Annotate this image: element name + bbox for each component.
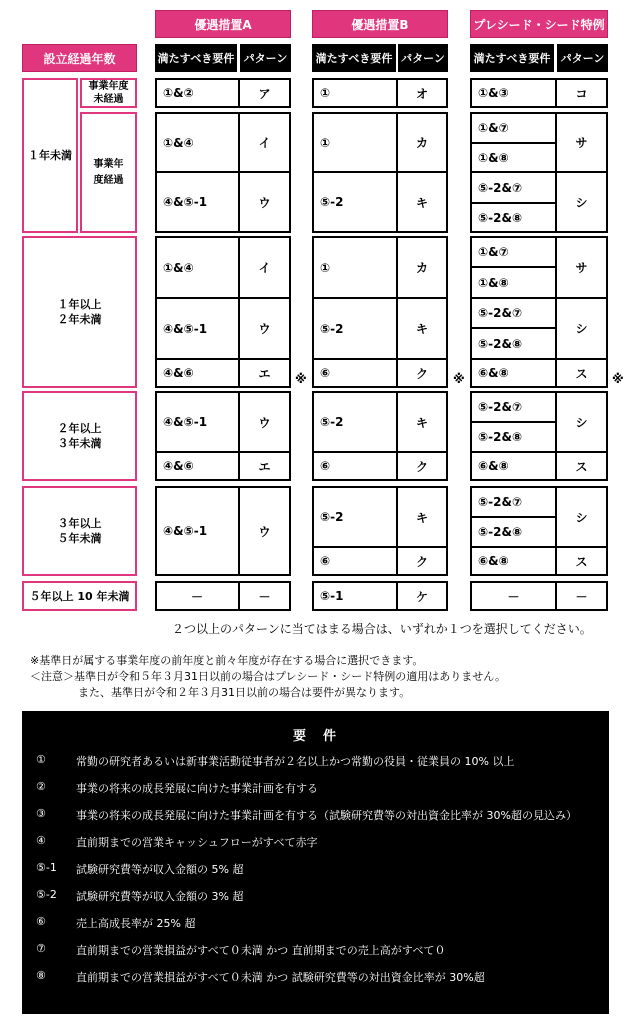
label-3-to-5-years: ３年以上 ５年未満 bbox=[22, 486, 137, 576]
b-r4-pattern: カ bbox=[415, 261, 428, 275]
requirement-text: 売上高成長率が 25% 超 bbox=[76, 917, 196, 930]
requirement-item bbox=[36, 753, 601, 780]
requirement-item bbox=[36, 888, 601, 915]
a-r1-req: ①&② bbox=[163, 86, 194, 100]
c-r3-req-1: ⑤-2&⑦ bbox=[478, 180, 523, 195]
requirement-number: ② bbox=[36, 780, 46, 793]
requirement-number: ⑥ bbox=[36, 915, 46, 928]
col-a-pattern-header: パターン bbox=[240, 44, 291, 72]
c-r9-req-1: ⑤-2&⑦ bbox=[478, 495, 523, 509]
footnote-caution: ＜注意＞基準日が令和５年３月31日以前の場合はプレシード・シード特例の適用はありません。 bbox=[30, 670, 506, 683]
b-r1-req: ① bbox=[320, 86, 331, 100]
b-r9-pattern: キ bbox=[415, 510, 428, 525]
a-r9-pattern: ウ bbox=[258, 524, 271, 539]
requirement-number: ⑧ bbox=[36, 969, 46, 982]
c-r8-pattern: ス bbox=[575, 459, 588, 474]
col-c-pattern-header: パターン bbox=[557, 44, 608, 72]
c-r1-req: ①&③ bbox=[478, 86, 509, 100]
b-r10-req: ⑥ bbox=[320, 554, 331, 568]
a-r6-pattern: エ bbox=[258, 366, 271, 381]
a-r8-pattern: エ bbox=[258, 459, 271, 474]
a-r5-req: ④&⑤-1 bbox=[163, 321, 208, 336]
b-r6-pattern: ク bbox=[415, 366, 428, 381]
c-r2-req-1: ①&⑦ bbox=[478, 121, 509, 135]
requirements-panel bbox=[22, 711, 609, 1014]
c-r10-pattern: ス bbox=[575, 554, 588, 569]
requirement-item bbox=[36, 807, 601, 834]
label-1-to-2-years: １年以上 ２年未満 bbox=[22, 236, 137, 388]
c-r6-req: ⑥&⑧ bbox=[478, 366, 509, 380]
c-r7-req-1: ⑤-2&⑦ bbox=[478, 400, 523, 414]
kome-mark-a: ※ bbox=[295, 372, 307, 386]
b-r11-req: ⑤-1 bbox=[320, 589, 344, 603]
requirement-text: 試験研究費等が収入金額の 3% 超 bbox=[76, 890, 244, 903]
c-r3-pattern: シ bbox=[575, 195, 588, 210]
a-r1-pattern: ア bbox=[258, 86, 271, 101]
requirement-text: 直前期までの営業損益がすべて０未満 かつ 直前期までの売上高がすべて０ bbox=[76, 944, 446, 957]
a-r2-pattern: イ bbox=[258, 136, 271, 150]
col-b-req-header: 満たすべき要件 bbox=[312, 44, 396, 72]
c-r8-req: ⑥&⑧ bbox=[478, 459, 509, 473]
requirement-number: ③ bbox=[36, 807, 46, 820]
c-r11-req: － bbox=[507, 589, 520, 604]
requirement-text: 事業の将来の成長発展に向けた事業計画を有する bbox=[76, 782, 318, 795]
c-r5-pattern: シ bbox=[575, 322, 588, 336]
c-r3-req-2: ⑤-2&⑧ bbox=[478, 210, 523, 225]
requirement-item bbox=[36, 942, 601, 969]
b-r2-req: ① bbox=[320, 135, 331, 150]
requirement-number: ⑦ bbox=[36, 942, 46, 955]
a-r7-pattern: ウ bbox=[258, 415, 271, 430]
requirement-item bbox=[36, 861, 601, 888]
label-fiscal-not-elapsed: 事業年度 未経過 bbox=[80, 78, 137, 108]
b-r3-req: ⑤-2 bbox=[320, 195, 344, 209]
a-r11-req: － bbox=[190, 589, 203, 604]
b-r5-pattern: キ bbox=[415, 322, 428, 336]
requirements-title: 要 件 bbox=[292, 729, 338, 744]
a-r2-req: ①&④ bbox=[163, 135, 194, 150]
c-r11-pattern: － bbox=[575, 589, 588, 604]
requirement-text: 常勤の研究者あるいは新事業活動従事者が２名以上かつ常勤の役員・従業員の 10% 以上 bbox=[76, 755, 515, 768]
b-r3-pattern: キ bbox=[415, 195, 428, 210]
label-2-to-3-years: ２年以上 ３年未満 bbox=[22, 391, 137, 481]
requirement-text: 試験研究費等が収入金額の 5% 超 bbox=[76, 863, 244, 876]
a-r9-req: ④&⑤-1 bbox=[163, 524, 208, 538]
b-r7-pattern: キ bbox=[415, 415, 428, 430]
col-b-pattern-header: パターン bbox=[398, 44, 448, 72]
c-r9-req-2: ⑤-2&⑧ bbox=[478, 525, 523, 539]
c-r6-pattern: ス bbox=[575, 366, 588, 381]
col-c-req-header: 満たすべき要件 bbox=[470, 44, 554, 72]
a-r6-req: ④&⑥ bbox=[163, 366, 194, 380]
a-r3-req: ④&⑤-1 bbox=[163, 195, 208, 209]
b-r5-req: ⑤-2 bbox=[320, 321, 344, 336]
requirement-item bbox=[36, 780, 601, 807]
requirement-item bbox=[36, 915, 601, 942]
a-r4-req: ①&④ bbox=[163, 260, 194, 275]
b-r2-pattern: カ bbox=[415, 136, 428, 150]
requirement-text: 事業の将来の成長発展に向けた事業計画を有する（試験研究費等の対出資金比率が 30%超の見込み） bbox=[76, 809, 577, 822]
requirement-text: 直前期までの営業損益がすべて０未満 かつ 試験研究費等の対出資金比率が 30%超 bbox=[76, 971, 485, 984]
c-r2-pattern: サ bbox=[575, 136, 588, 150]
a-r8-req: ④&⑥ bbox=[163, 459, 194, 473]
footnote-caution-2: また、基準日が令和２年３月31日以前の場合は要件が異なります。 bbox=[78, 686, 411, 699]
c-r5-req-2: ⑤-2&⑧ bbox=[478, 336, 523, 351]
kome-mark-c: ※ bbox=[612, 372, 624, 386]
label-5-to-10-years: ５年以上 10 年未満 bbox=[22, 581, 137, 611]
requirement-number: ⑤-2 bbox=[36, 888, 57, 901]
a-r11-pattern: － bbox=[258, 589, 271, 604]
requirement-number: ① bbox=[36, 753, 46, 766]
requirement-item bbox=[36, 969, 601, 996]
b-r9-req: ⑤-2 bbox=[320, 510, 344, 524]
col-a-req-header: 満たすべき要件 bbox=[155, 44, 237, 72]
col-a-title: 優遇措置A bbox=[155, 10, 291, 38]
label-fiscal-elapsed: 事業年 度経過 bbox=[80, 112, 137, 233]
requirements-list bbox=[36, 753, 601, 996]
col-b-title: 優遇措置B bbox=[312, 10, 448, 38]
c-r7-req-2: ⑤-2&⑧ bbox=[478, 430, 523, 444]
kome-mark-b: ※ bbox=[453, 372, 465, 386]
a-r5-pattern: ウ bbox=[258, 322, 271, 336]
a-r4-pattern: イ bbox=[258, 261, 271, 275]
a-r3-pattern: ウ bbox=[258, 195, 271, 210]
c-r7-pattern: シ bbox=[575, 415, 588, 430]
c-r5-req-1: ⑤-2&⑦ bbox=[478, 306, 523, 320]
c-r4-req-1: ①&⑦ bbox=[478, 245, 509, 259]
c-r4-req-2: ①&⑧ bbox=[478, 275, 509, 290]
b-r10-pattern: ク bbox=[415, 554, 428, 569]
left-title: 設立経過年数 bbox=[22, 44, 137, 72]
b-r1-pattern: オ bbox=[415, 86, 428, 101]
requirement-number: ⑤-1 bbox=[36, 861, 57, 874]
c-r2-req-2: ①&⑧ bbox=[478, 150, 509, 165]
requirement-number: ④ bbox=[36, 834, 46, 847]
b-r11-pattern: ケ bbox=[415, 589, 428, 604]
b-r4-req: ① bbox=[320, 260, 331, 275]
b-r8-req: ⑥ bbox=[320, 459, 331, 473]
b-r6-req: ⑥ bbox=[320, 366, 331, 380]
c-r1-pattern: コ bbox=[575, 86, 588, 101]
c-r10-req: ⑥&⑧ bbox=[478, 554, 509, 568]
b-r7-req: ⑤-2 bbox=[320, 415, 344, 429]
footnote-kome: ※基準日が属する事業年度の前年度と前々年度が存在する場合に選択できます。 bbox=[30, 654, 424, 667]
label-under-1-year: １年未満 bbox=[22, 78, 78, 233]
c-r9-pattern: シ bbox=[575, 510, 588, 525]
a-r7-req: ④&⑤-1 bbox=[163, 415, 208, 429]
requirement-text: 直前期までの営業キャッシュフローがすべて赤字 bbox=[76, 836, 318, 849]
b-r8-pattern: ク bbox=[415, 459, 428, 474]
select-one-note: ２つ以上のパターンに当てはまる場合は、いずれか１つを選択してください。 bbox=[172, 622, 592, 636]
col-c-title: プレシード・シード特例 bbox=[470, 10, 608, 38]
requirement-item bbox=[36, 834, 601, 861]
c-r4-pattern: サ bbox=[575, 261, 588, 275]
